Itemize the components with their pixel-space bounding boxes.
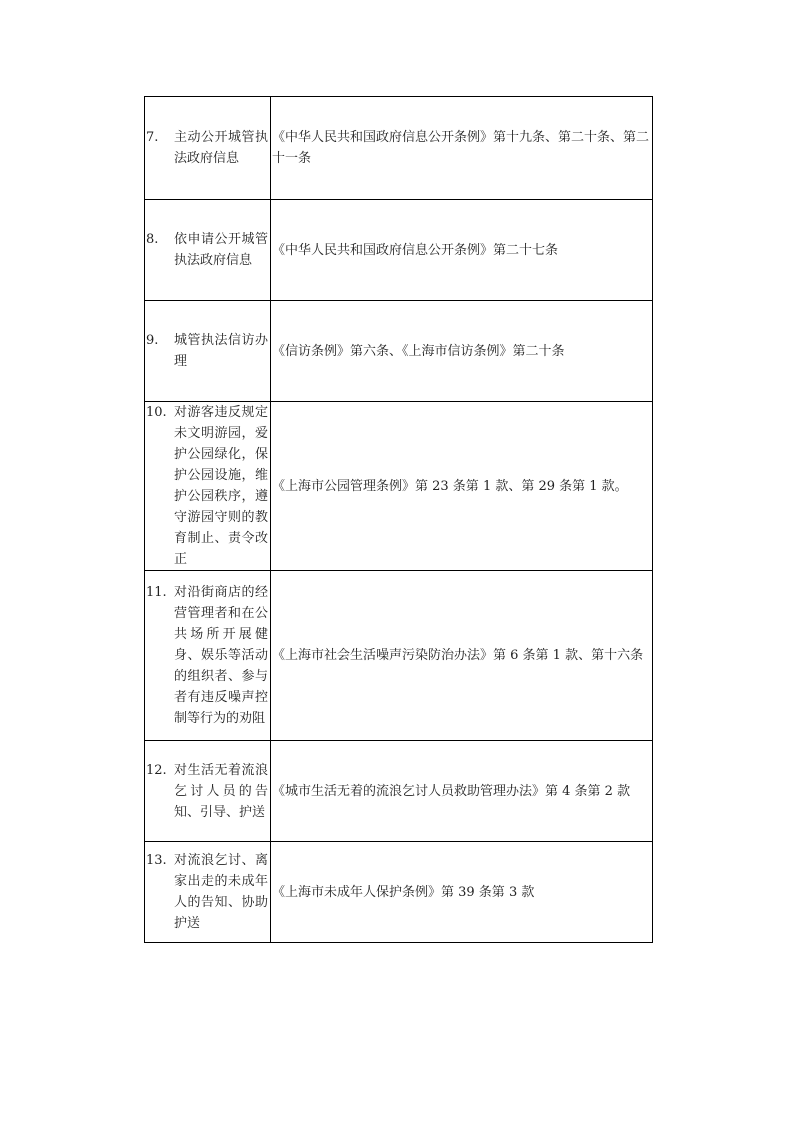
row-number: 8. xyxy=(146,232,159,247)
item-description: 主动公开城管执法政府信息 xyxy=(174,130,268,166)
table-row xyxy=(145,842,653,943)
row-number: 10. xyxy=(146,405,167,420)
legal-basis: 《信访条例》第六条、《上海市信访条例》第二十条 xyxy=(272,343,565,359)
table-row xyxy=(145,301,653,402)
row-number: 11. xyxy=(146,585,167,600)
item-cell xyxy=(145,842,271,943)
row-number: 12. xyxy=(146,762,167,778)
basis-cell xyxy=(271,97,653,200)
item-cell xyxy=(145,97,271,200)
item-description: 对流浪乞讨、离家出走的未成年人的告知、协助护送 xyxy=(174,853,268,931)
table-row xyxy=(145,402,653,571)
item-description: 对生活无着流浪乞讨人员的告知、引导、护送 xyxy=(174,762,268,820)
basis-cell xyxy=(271,842,653,943)
table-row xyxy=(145,200,653,301)
regulation-table xyxy=(144,96,653,943)
item-cell xyxy=(145,741,271,842)
item-cell xyxy=(145,200,271,301)
legal-basis: 《上海市未成年人保护条例》第 39 条第 3 款 xyxy=(272,884,535,900)
legal-basis: 《上海市社会生活噪声污染防治办法》第 6 条第 1 款、第十六条 xyxy=(272,648,644,663)
item-description: 城管执法信访办理 xyxy=(174,333,268,369)
row-number: 13. xyxy=(146,853,167,868)
item-description: 对游客违反规定未文明游园，爱护公园绿化，保护公园设施，维护公园秩序，遵守游园守则的教育制止、责令改正 xyxy=(174,405,268,567)
item-cell xyxy=(145,571,271,741)
table-row xyxy=(145,741,653,842)
basis-cell xyxy=(271,741,653,842)
basis-cell xyxy=(271,402,653,571)
basis-cell xyxy=(271,571,653,741)
legal-basis: 《中华人民共和国政府信息公开条例》第十九条、第二十条、第二十一条 xyxy=(272,130,650,166)
item-cell xyxy=(145,402,271,571)
legal-basis: 《上海市公园管理条例》第 23 条第 1 款、第 29 条第 1 款。 xyxy=(272,478,628,494)
basis-cell xyxy=(271,301,653,402)
item-description: 对沿街商店的经营管理者和在公共场所开展健身、娱乐等活动的组织者、参与者有违反噪声控制等行为的劝阻 xyxy=(174,585,268,726)
row-number: 7. xyxy=(146,130,159,145)
item-cell xyxy=(145,301,271,402)
row-number: 9. xyxy=(146,333,159,348)
legal-basis: 《城市生活无着的流浪乞讨人员救助管理办法》第 4 条第 2 款 xyxy=(272,783,631,799)
legal-basis: 《中华人民共和国政府信息公开条例》第二十七条 xyxy=(272,242,559,258)
table-row xyxy=(145,97,653,200)
basis-cell xyxy=(271,200,653,301)
item-description: 依申请公开城管执法政府信息 xyxy=(174,232,268,268)
table-row xyxy=(145,571,653,741)
